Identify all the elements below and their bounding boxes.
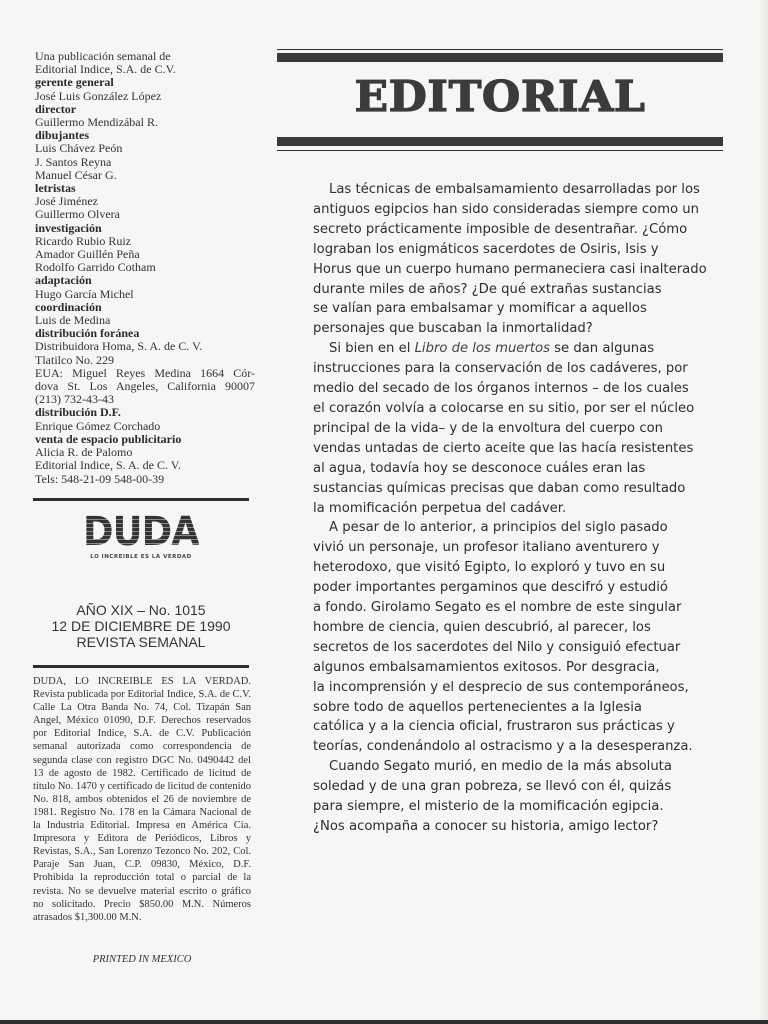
article-line: Las técnicas de embalsamamiento desarrolladas por los	[329, 182, 700, 197]
article-line: la momificación perpetua del cadáver.	[313, 500, 567, 516]
logo-tagline: LO INCREIBLE ES LA VERDAD	[90, 554, 192, 560]
title-rule-bottom-thin	[277, 150, 723, 151]
credit-role: adaptación	[35, 273, 92, 288]
book-title: Libro de los muertos	[414, 341, 550, 357]
credit-role: distribución D.F.	[35, 405, 121, 420]
credit-name: Una publicación semanal de	[35, 49, 171, 63]
credit-role: distribución foránea	[35, 326, 140, 341]
credit-name: Tlatilco No. 229	[35, 352, 114, 367]
issue-info	[33, 602, 249, 650]
article-line: algunos embalsamamientos exitosos. Por desgracia,	[313, 659, 660, 675]
credit-name: Alicia R. de Palomo	[35, 445, 133, 460]
issue-frequency: REVISTA SEMANAL	[76, 634, 206, 650]
printed-in-mexico: PRINTED IN MEXICO	[92, 954, 192, 965]
credit-role: gerente general	[35, 75, 114, 90]
masthead-credits	[35, 50, 255, 486]
credit-role: venta de espacio publicitario	[35, 431, 182, 446]
magazine-logo	[33, 509, 249, 560]
credit-name: dova St. Los Angeles, California 90007	[35, 379, 255, 394]
credit-name: EUA: Miguel Reyes Medina 1664 Cór-	[35, 365, 255, 380]
article-line: la incomprensión y el desprecio de sus contemporáneos,	[313, 679, 689, 695]
title-rule-top-thin	[277, 49, 723, 50]
page-edge	[758, 0, 768, 1024]
article-line: hombre de ciencia, quien descubrió, al parecer, los	[313, 619, 651, 635]
article-line: heterodoxo, que visitó Egipto, lo exploró y tuvo en su	[313, 560, 666, 576]
credit-name: Hugo García Michel	[35, 286, 134, 301]
title-rule-bottom-thick	[277, 137, 723, 146]
credit-role: coordinación	[35, 299, 102, 314]
credit-name: Distribuidora Homa, S. A. de C. V.	[35, 339, 203, 354]
article-line	[313, 339, 693, 359]
duda-logo-wordmark: DUDA	[83, 509, 199, 555]
credit-name: Rodolfo Garrido Cotham	[35, 260, 156, 275]
credit-name: J. Santos Reyna	[35, 154, 112, 169]
article-line: el corazón volvía a colocarse en su sitio, por ser el núcleo	[313, 400, 695, 416]
editorial-title: EDITORIAL	[354, 72, 646, 121]
article-line: antiguos egipcios han sido consideradas siempre como un	[313, 201, 700, 217]
credit-role: letristas	[35, 181, 76, 196]
divider-rule	[33, 498, 249, 501]
article-text: se dan algunas	[549, 341, 655, 357]
article-text: Si bien en el	[329, 341, 415, 357]
credit-name: Amador Guillén Peña	[35, 247, 140, 262]
article-line: secretos de los sacerdotes del Nilo y consiguió efectuar	[313, 639, 681, 655]
credit-name: Editorial Indice, S. A. de C. V.	[35, 458, 181, 473]
article-line: ¿Nos acompaña a conocer su historia, amigo lector?	[313, 819, 659, 834]
divider-rule	[33, 665, 249, 668]
article-line: teorías, condenándolo al ostracismo y a la desesperanza.	[313, 739, 693, 755]
article-line: soledad y de una gran pobreza, se llevó con él, quizás	[313, 779, 672, 795]
credit-name: Tels: 548-21-09 548-00-39	[35, 471, 165, 486]
article-line: instrucciones para la conservación de los cadáveres, por	[313, 361, 688, 377]
credit-role: director	[35, 101, 77, 116]
legal-body: Revista publicada por Editorial Indice, S.A. de C.V. Calle La Otra Banda No. 74, Col. Tizapán San Angel, México 01090, D.F. Derechos reservados por Editorial Indice, S.A. de C.V. Publicación semanal autorizada como correspondencia de segunda clase con registro DGC No. 0490442 del 13 de agosto de 1982. Certificado de licitud de título No. 1470 y certificado de licitud de contenido No. 818, ambos obtenidos el 26 de noviembre de 1981. Registro No. 178 en la Cámara Nacional de la Industria Editorial. Impresa en América Cía. Impresora y Editora de Periódicos, Libros y Revistas, S.A., San Lorenzo Tezonco No. 202, Col. Paraje San Juan, C.P. 09830, México, D.F. Prohibida la reproducción total o parcial de la revista. No se devuelve material escrito o gráfico no solicitado. Precio $850.00 M.N. Números atrasados $1,300.00 M.N.	[33, 689, 251, 923]
article-line: durante miles de años? ¿De qué extrañas sustancias	[313, 281, 662, 297]
article-line: poder importantes pergaminos que descifró y estudió	[313, 580, 668, 596]
article-line: vendas untadas de cierto aceite que las hacía resistentes	[313, 440, 694, 456]
article-line: secreto prácticamente imposible de desentrañar. ¿Cómo	[313, 221, 688, 237]
credit-name: Enrique Gómez Corchado	[35, 418, 161, 433]
credit-name: Guillermo Mendizábal R.	[35, 115, 158, 130]
article-line: se valían para embalsamar y momificar a aquellos	[313, 301, 647, 317]
article-line: medio del secado de los órganos internos – de los cuales	[313, 381, 689, 397]
article-line: vivió un personaje, un profesor italiano aventurero y	[313, 540, 660, 556]
credit-name: Ricardo Rubio Ruiz	[35, 233, 131, 248]
article-line: sobre todo de aquellos pertenecientes a la Iglesia	[313, 699, 642, 715]
credit-name: Editorial Indice, S.A. de C.V.	[35, 62, 176, 77]
article-line: sustancias químicas precisas que daban como resultado	[313, 480, 686, 496]
title-rule-top-thick	[277, 53, 723, 62]
article-line: católica y a la ciencia oficial, frustraron sus prácticas y	[313, 719, 675, 735]
credit-name: José Jiménez	[35, 194, 98, 209]
credit-name: Luis de Medina	[35, 313, 111, 328]
editorial-body	[313, 180, 707, 837]
article-line: Horus que un cuerpo humano permaneciera casi inalterado	[313, 261, 707, 277]
legal-notice	[33, 675, 251, 924]
issue-date: 12 DE DICIEMBRE DE 1990	[51, 618, 231, 634]
page-bottom-edge	[0, 1020, 768, 1024]
article-line: al agua, todavía hoy se desconoce cuáles eran las	[313, 460, 646, 476]
article-line: lograban los enigmáticos sacerdotes de Osiris, Isis y	[313, 241, 659, 257]
credit-name: José Luis González López	[35, 88, 162, 103]
legal-lead: DUDA, LO INCREIBLE ES LA VERDAD.	[33, 676, 251, 687]
credit-role: investigación	[35, 220, 102, 235]
credit-name: Manuel César G.	[35, 167, 117, 182]
credit-name: (213) 732-43-43	[35, 392, 114, 407]
credit-name: Guillermo Olvera	[35, 207, 120, 222]
article-line: a fondo. Girolamo Segato es el nombre de este singular	[313, 600, 682, 616]
credit-name: Luis Chávez Peón	[35, 141, 123, 156]
article-line: principal de la vida– y de la envoltura del cuerpo con	[313, 420, 663, 436]
article-line: Cuando Segato murió, en medio de la más absoluta	[329, 759, 672, 775]
article-line: personajes que buscaban la inmortalidad?	[313, 321, 593, 337]
article-line: A pesar de lo anterior, a principios del siglo pasado	[329, 520, 668, 536]
issue-number: AÑO XIX – No. 1015	[76, 602, 206, 618]
credit-role: dibujantes	[35, 128, 90, 143]
article-line: para siempre, el misterio de la momificación egipcia.	[313, 799, 664, 815]
